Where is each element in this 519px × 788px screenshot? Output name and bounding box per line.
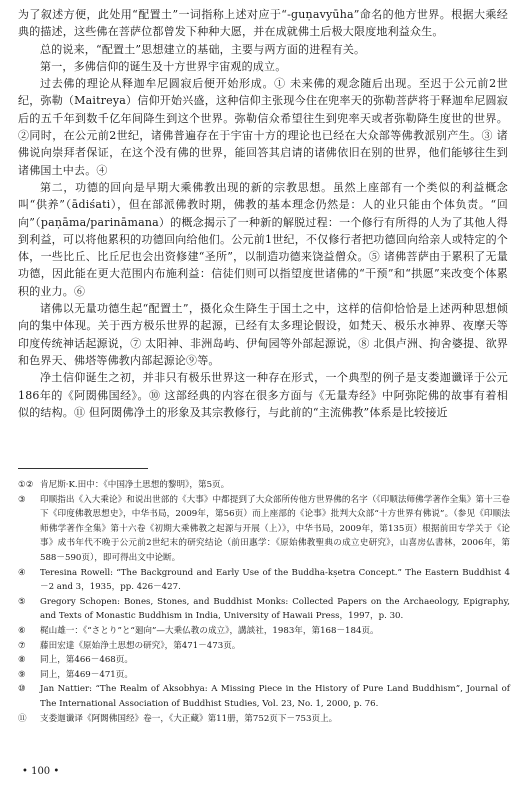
page-number: • 100 • (22, 766, 60, 777)
footnote-text: 梶山雄一：《“さとり”と“廻向”—大乗仏教の成立》，講談社，1983年，第168－184页。 (40, 625, 379, 636)
footnote-mark: ④ (18, 567, 26, 578)
footnote (18, 493, 510, 566)
footnote (18, 682, 510, 711)
footnote (18, 478, 510, 493)
main-text (18, 6, 508, 421)
footnote-text: Gregory Schopen: Bones, Stones, and Buddhist Monks: Collected Papers on the Archaeology, Epigraphy, and Texts of Monastic Buddhism in India, University of Hawaii Press，1997，p. 30. (40, 596, 510, 622)
footnote-mark: ⑥ (18, 625, 26, 636)
paragraph-1: 为了叙述方便，此处用“配置土”一词指称上述对应于“-guṇavyūha”命名的他方世界。根据大乘经典的描述，这些佛在菩萨位都曾发下种种大愿，并在成就佛土后极大限度地利益众生。 (18, 8, 508, 39)
footnote (18, 712, 510, 727)
paragraph-2: 总的说来，“配置土”思想建立的基础，主要与两方面的进程有关。 (40, 42, 366, 56)
paragraph-6: 诸佛以无量功德生起“配置土”，摄化众生降生于国土之中，这样的信仰恰恰是上述两种思想倾向的集中体现。关于西方极乐世界的起源，已经有太多理论假设，如梵天、极乐水神界、夜摩天等印度传统神话起源说，⑦ 太阳神、非洲岛屿、伊甸园等外部起源说，⑧ 北俱卢洲、拘舍婆提、欲界和色界天、佛塔等佛教内部起源论⑨等。 (18, 302, 508, 367)
footnote-mark: ⑤ (18, 596, 26, 607)
footnote-text: 藤田宏達《原始浄土思想の研究》，第471－473页。 (40, 640, 241, 651)
footnote-text: Jan Nattier: “The Realm of Aksobhya: A Missing Piece in the History of Pure Land Buddhism”, Journal of The International Association of Buddhist Studies, Vol. 23, No. 1, 2000, p. 76. (40, 684, 510, 709)
footnote-mark: ③ (18, 494, 26, 505)
footnote (18, 566, 510, 595)
footnote-text: 同上，第469－471页。 (40, 669, 133, 680)
footnote-mark: ⑦ (18, 640, 26, 651)
footnote-mark: ⑨ (18, 669, 26, 680)
footnote-text: 肯尼斯·K.田中：《中国净土思想的黎明》，第5页。 (40, 480, 230, 490)
paragraph-7: 净土信仰诞生之初，并非只有极乐世界这一种存在形式，一个典型的例子是支娄迦谶译于公元186年的《阿閦佛国经》。⑩ 这部经典的内容在很多方面与《无量寿经》中阿弥陀佛的故事有着相似的结构。⑪ 但阿閦佛净土的形象及其宗教修行，与此前的“主流佛教”体系是比较接近 (18, 371, 508, 419)
footnote-mark: ⑧ (18, 655, 26, 666)
footnote (18, 668, 510, 683)
footnote-text: 同上，第466－468页。 (40, 655, 133, 666)
footnote (18, 624, 510, 639)
footnote-text: Teresina Rowell: “The Background and Early Use of the Buddha-kṣetra Concept.” The Eastern Buddhist 4－2 and 3，1935，pp. 426－427. (40, 567, 510, 593)
paragraph-4: 过去佛的理论从释迦牟尼圆寂后便开始形成。① 未来佛的观念随后出现。至迟于公元前2世纪，弥勒（Maitreya）信仰开始兴盛，这种信仰主张现今住在兜率天的弥勒菩萨将于释迦牟尼圆寂后的五千年到数千亿年间降生到这个世界。弥勒信众希望往生到兜率天或者弥勒降生度世的世界。②同时，在公元前2世纪，诸佛普遍存在于宇宙十方的理论也已经在大众部等佛教派别产生。③ 诸佛说向崇拜者保证，在这个没有佛的世界，能回答其启请的诸佛依旧在别的世界，他们能够往生到诸佛国土中去。④ (18, 77, 508, 177)
footnote-mark: ⑩ (18, 684, 26, 695)
footnote-mark: ⑪ (18, 713, 27, 724)
footnote-mark: ①② (18, 480, 34, 490)
footnote-text: 支娄迦谶译《阿閦佛国经》卷一，《大正藏》第11册，第752页下－753页上。 (40, 713, 338, 724)
paragraph-5: 第二，功德的回向是早期大乘佛教出现的新的宗教思想。虽然上座部有一个类似的利益概念叫“供养”（ādiśati），但在部派佛教时期，佛教的基本理念仍然是：人的业只能由个体负责。“回向”（paṇāma/parināmana）的概念揭示了一种新的解脱过程：一个修行有所得的人为了其他人得到利益，可以将他累积的功德回向给他们。公元前1世纪，不仅修行者把功德回向给亲人或特定的个体，一些比丘、比丘尼也会出资修建“圣所”，以制造功德来饶益僧众。⑤ 诸佛菩萨由于累积了无量功德，因此能在更大范围内布施利益：信徒们则可以指望度世诸佛的“干预”和“拱愿”来改变个体累积的业力。⑥ (18, 180, 508, 298)
footnotes (18, 478, 510, 726)
footnote (18, 595, 510, 624)
footnote (18, 639, 510, 654)
footnote (18, 653, 510, 668)
paragraph-3: 第一，多佛信仰的诞生及十方世界宇宙观的成立。 (40, 59, 287, 73)
footnote-divider (18, 468, 148, 469)
footnote-text: 印顺指出《入大乘论》和说出世部的《大事》中都提到了大众部所传他方世界佛的名字（《印顺法师佛学著作全集》第十三卷下《印度佛教思想史》，中华书局，2009年，第56页）而上座部的《论事》批判大众部“十方世界有佛说”。（参见《印顺法师佛学著作全集》第十六卷《初期大乘佛教之起源与开展（上）》，中华书局，2009年，第135页）根据前田专学关于《论事》成书年代不晚于公元前2世纪末的研究结论（前田惠学：《原始佛教聖典の成立史研究》，山喜房仏書林，2006年，第588－590页），即可得出文中论断。 (40, 494, 510, 563)
